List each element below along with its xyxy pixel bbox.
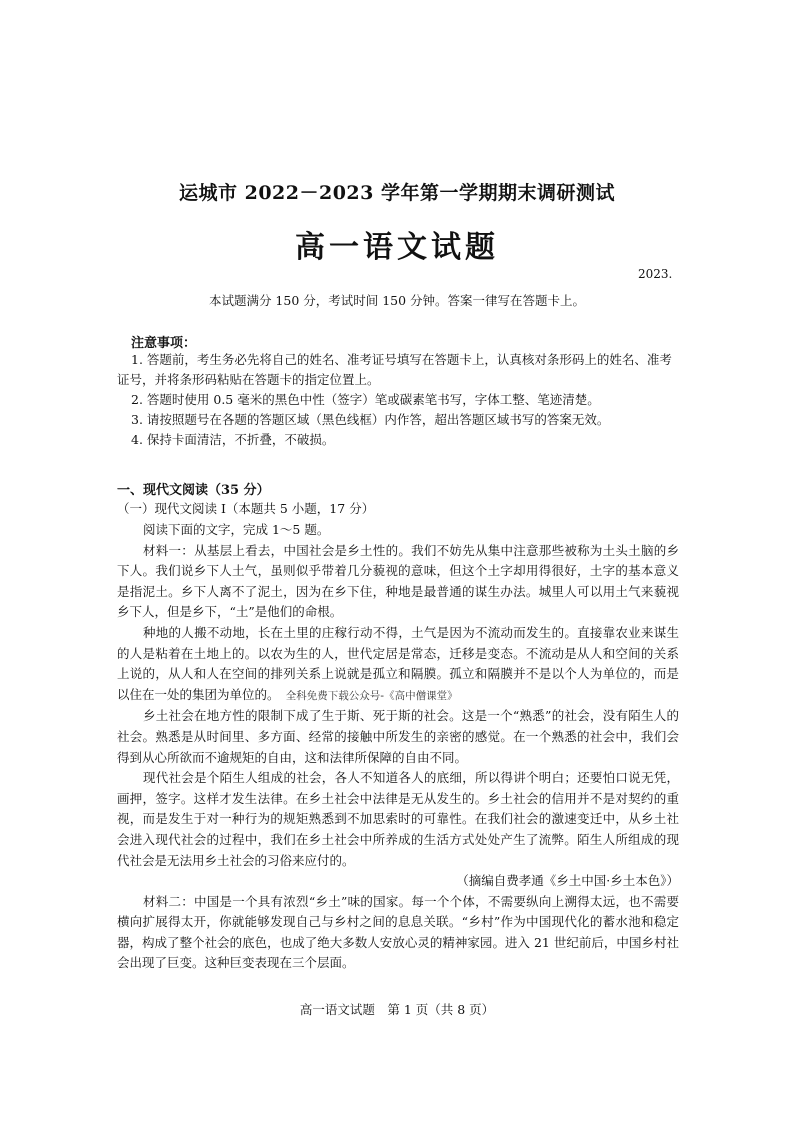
passage-paragraph: 材料一：从基层上看去，中国社会是乡土性的。我们不妨先从集中注意那些被称为土头土脑的乡下人。我们说乡下人土气，虽则似乎带着几分藐视的意味，但这个土字却用得很好，土字的基本意义是指泥土。乡下人离不了泥土，因为在乡下住，种地是最普通的谋生办法。城里人可以用土气来藐视乡下人，但是乡下，“土”是他们的命根。	[117, 542, 679, 620]
subsection-heading: （一）现代文阅读 Ⅰ（本题共 5 小题，17 分）	[117, 501, 375, 516]
passage-paragraph	[117, 623, 679, 706]
reading-passage	[117, 520, 679, 974]
exam-intro: 本试题满分 150 分，考试时间 150 分钟。答案一律写在答题卡上。	[208, 293, 586, 308]
exam-date: 2023.	[638, 267, 673, 281]
passage-paragraph: 材料二：中国是一个具有浓烈“乡土”味的国家。每一个个体，不需要纵向上溯得太远，也不需要横向扩展得太开，你就能够发现自己与乡村之间的息息关联。“乡村”作为中国现代化的蓄水池和稳定器，构成了整个社会的底色，也成了绝大多数人安放心灵的精神家园。进入 21 世纪前后，中国乡村社会出现了巨变。这种巨变表现在三个层面。	[117, 893, 679, 971]
notice-item: 4. 保持卡面清洁，不折叠，不破损。	[131, 432, 335, 447]
notice-item: 1. 答题前，考生务必先将自己的姓名、准考证号填写在答题卡上，认真核对条形码上的姓名、准考证号，并将条形码粘贴在答题卡的指定位置上。	[117, 352, 672, 387]
exam-title: 运城市 2022－2023 学年第一学期期末调研测试	[179, 182, 615, 204]
passage-text: 种地的人搬不动地，长在土里的庄稼行动不得，土气是因为不流动而发生的。直接靠农业来谋生的人是粘着在土地上的。以农为生的人，世代定居是常态，迁移是变态。不流动是从人和空间的关系上说的，从人和人在空间的排列关系上说就是孤立和隔膜。孤立和隔膜并不是以个人为单位的，而是以住在一处的集团为单位的。	[117, 624, 679, 702]
watermark-text: 全科免费下载公众号-《高中僧课堂》	[285, 689, 458, 702]
citation: （摘编自费孝通《乡土中国·乡土本色》）	[456, 873, 679, 889]
subject-title: 高一语文试题	[295, 230, 499, 265]
notice-heading: 注意事项：	[131, 336, 197, 351]
section-heading: 一、现代文阅读（35 分）	[117, 483, 270, 498]
instruction: 阅读下面的文字，完成 1～5 题。	[143, 522, 330, 537]
notice-list	[117, 350, 677, 450]
page-footer: 高一语文试题 第 1 页（共 8 页）	[299, 1002, 495, 1017]
notice-item: 3. 请按照题号在各题的答题区域（黑色线框）内作答，超出答题区域书写的答案无效。	[131, 412, 610, 427]
passage-paragraph: 乡土社会在地方性的限制下成了生于斯、死于斯的社会。这是一个“熟悉”的社会，没有陌生人的社会。熟悉是从时间里、多方面、经常的接触中所发生的亲密的感觉。在一个熟悉的社会中，我们会得到从心所欲而不逾规矩的自由，这和法律所保障的自由不同。	[117, 708, 679, 765]
passage-paragraph: 现代社会是个陌生人组成的社会，各人不知道各人的底细，所以得讲个明白；还要怕口说无凭，画押，签字。这样才发生法律。在乡土社会中法律是无从发生的。乡土社会的信用并不是对契约的重视，而是发生于对一种行为的规矩熟悉到不加思索时的可靠性。在我们社会的激速变迁中，从乡土社会进入现代社会的过程中，我们在乡土社会中所养成的生活方式处处产生了流弊。陌生人所组成的现代社会是无法用乡土社会的习俗来应付的。	[117, 770, 679, 868]
notice-item: 2. 答题时使用 0.5 毫米的黑色中性（签字）笔或碳素笔书写，字体工整、笔迹清楚。	[131, 392, 600, 407]
